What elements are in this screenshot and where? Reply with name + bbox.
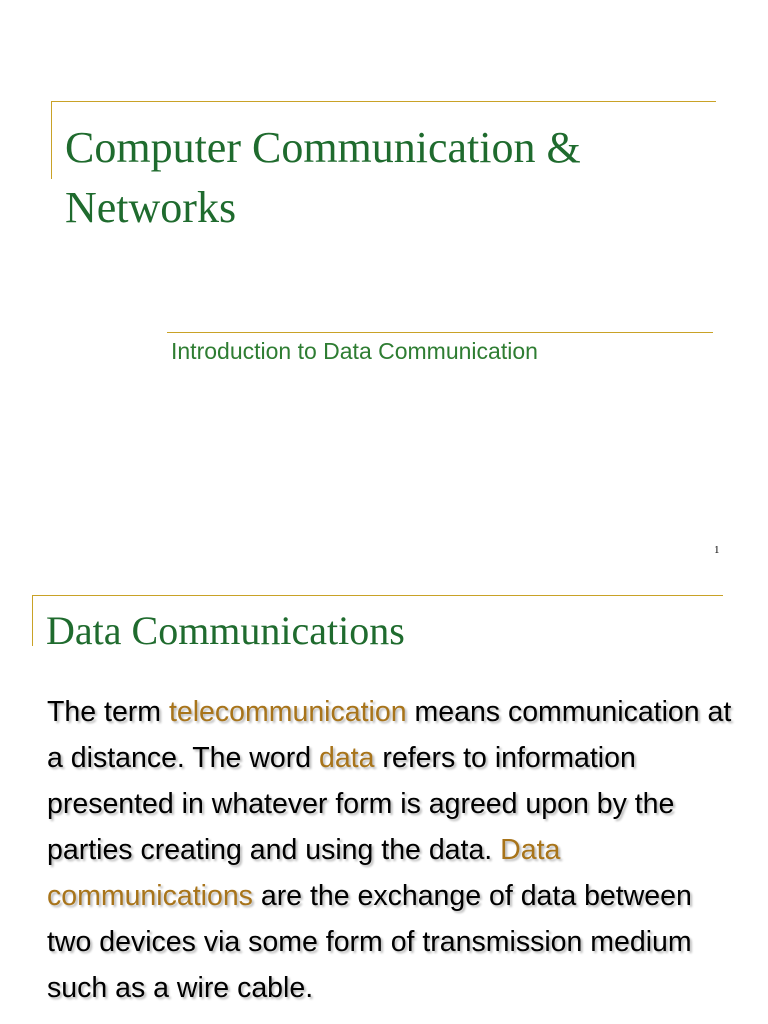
title-rule-top [51,101,716,102]
body-text: are the exchange of data between two devices via some form of transmission medium such as a wire cable. [47,880,692,1004]
body-text: means communication at a distance. The word [47,696,732,774]
body-text: refers to information presented in whatever form is agreed upon by the parties creating and using the data. [47,742,675,866]
highlight-telecommunication: telecommunication [168,696,407,728]
body-text: The term [47,696,169,728]
highlight-data-communications: Data communications [47,834,561,912]
title-rule-left [32,595,33,646]
title-rule-left [51,101,52,179]
highlight-data: data [318,742,375,774]
slide-title: Computer Communication & Networks [65,123,581,232]
subtitle-rule [167,332,713,333]
page-number: 1 [714,544,720,556]
slide-2 [0,576,768,1024]
title-rule-top [32,595,723,596]
slide-subtitle: Introduction to Data Communication [171,338,538,364]
body-paragraph [47,689,737,1011]
slide-title: Data Communications [46,608,405,653]
